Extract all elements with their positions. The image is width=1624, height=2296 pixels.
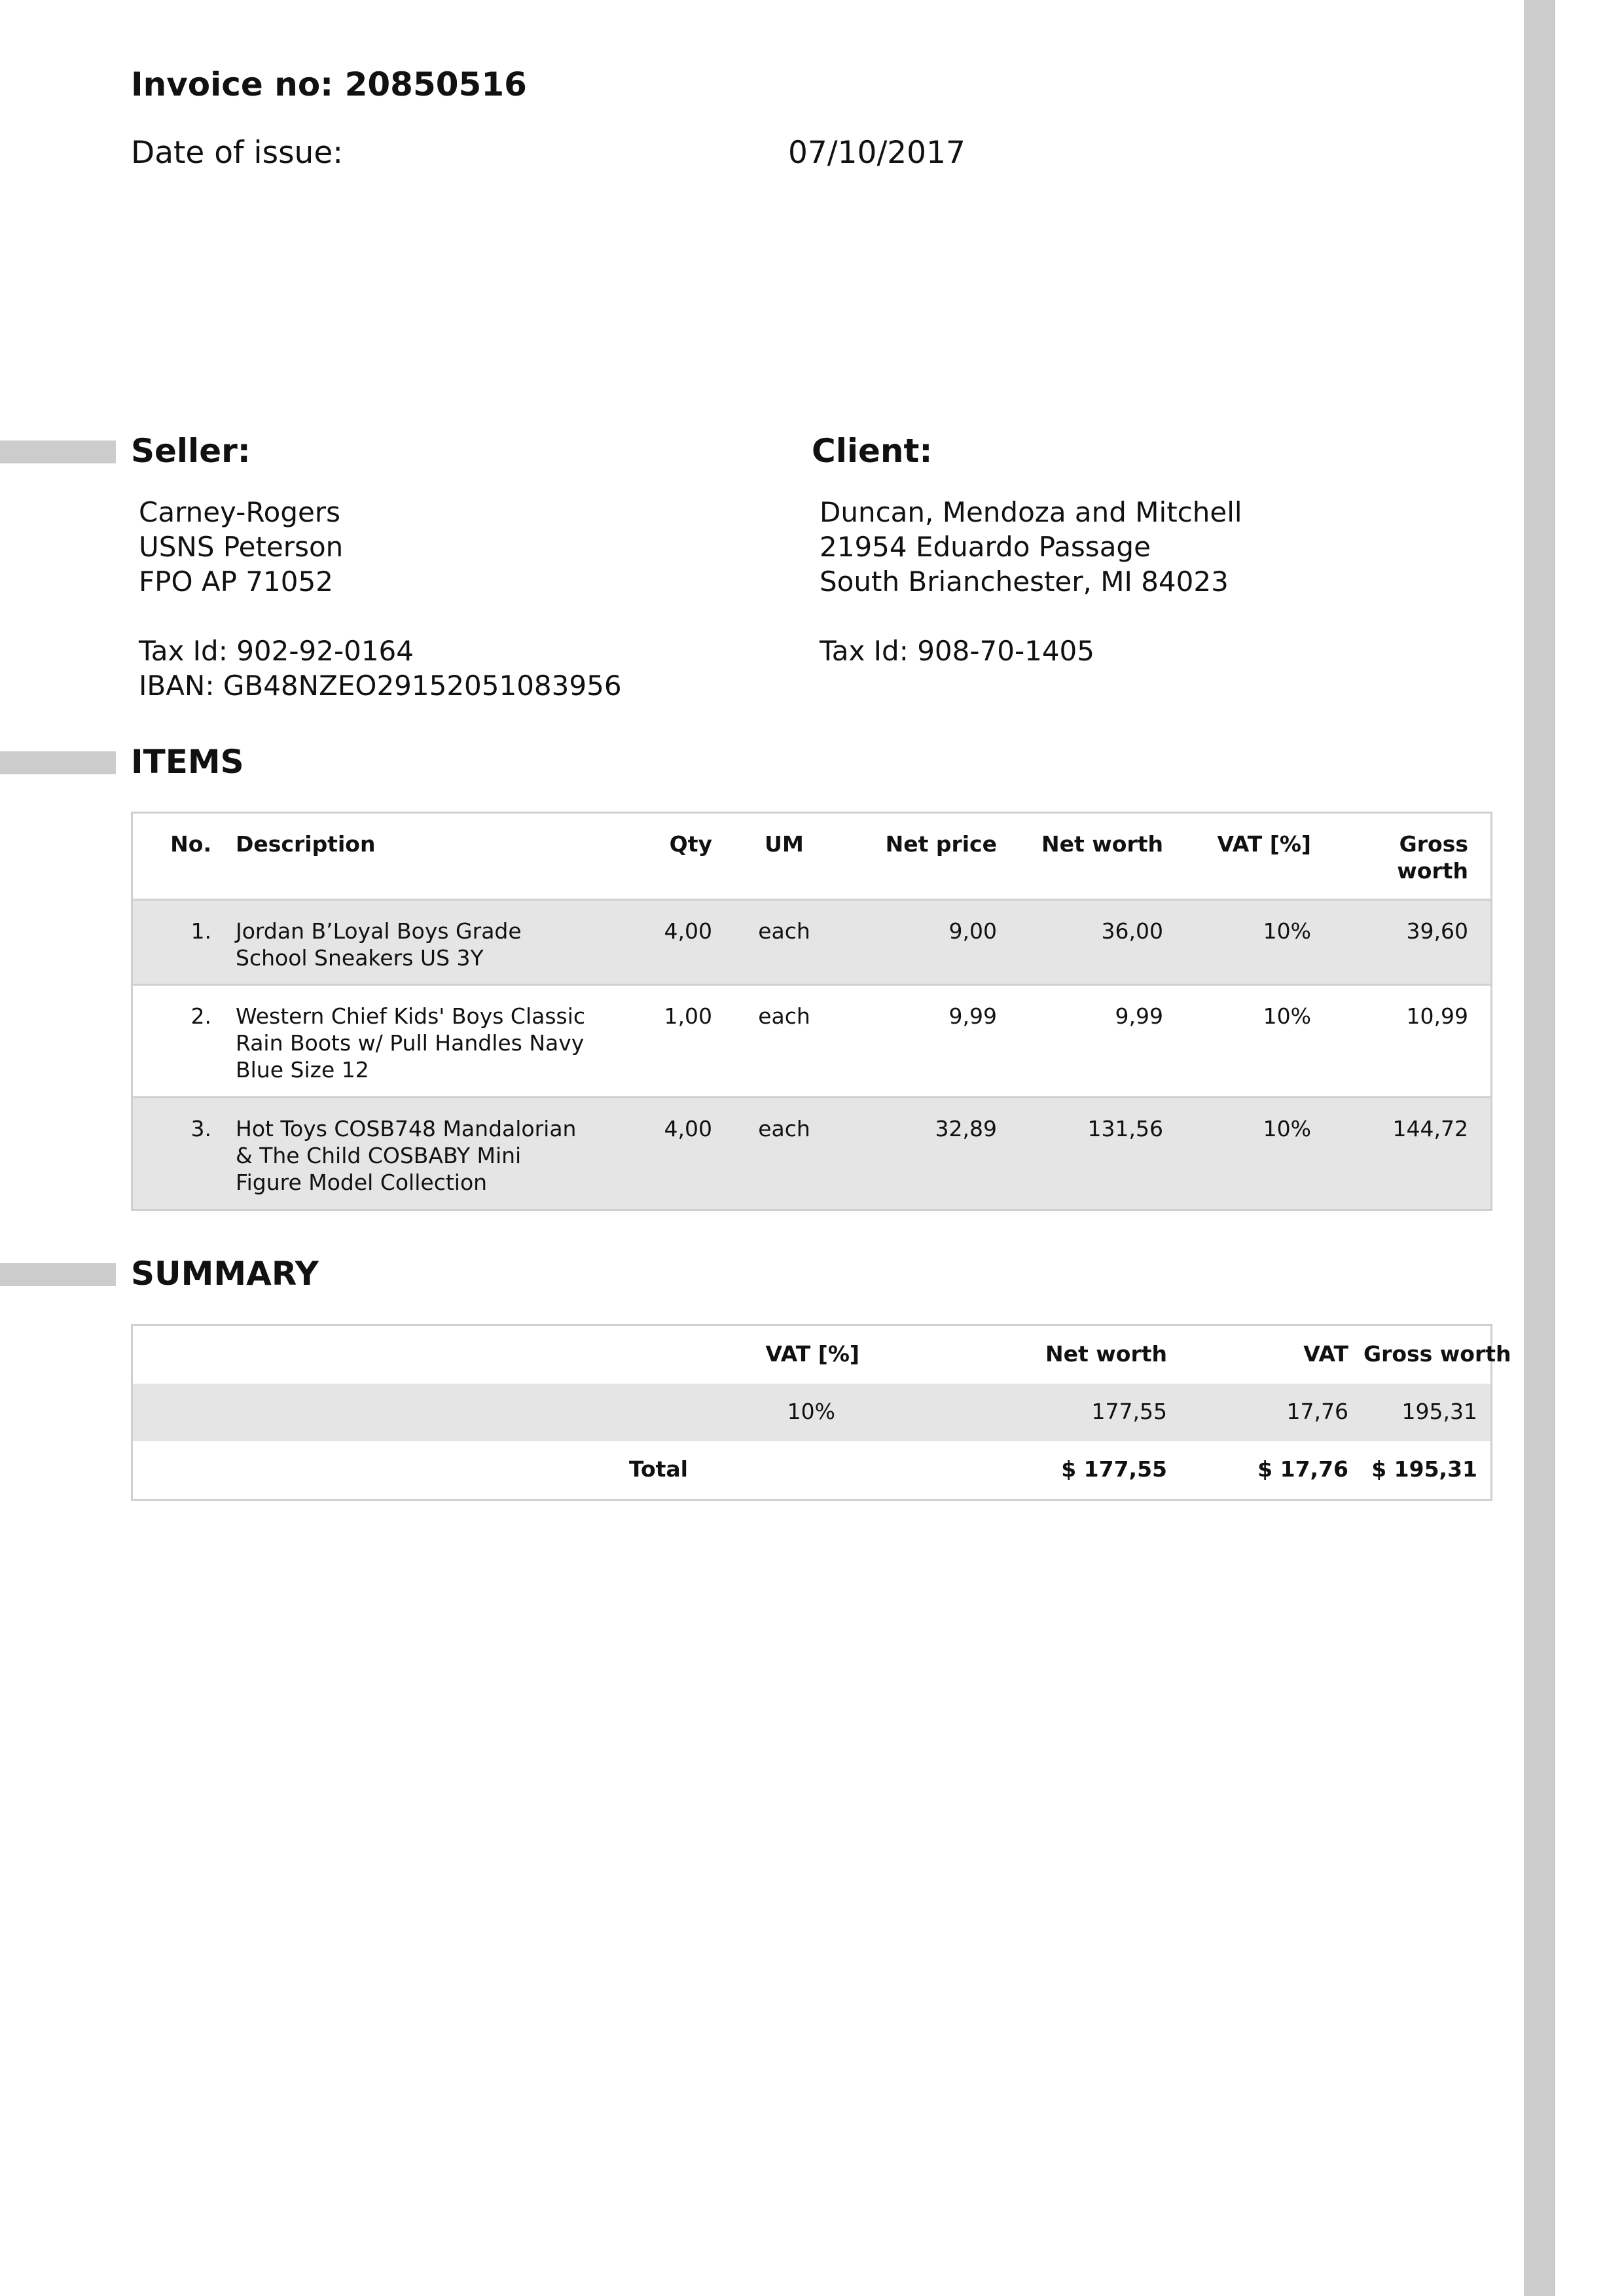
table-row [133, 899, 1490, 984]
col-description-header: Description [236, 831, 376, 857]
items-table [131, 812, 1492, 1211]
item-description [236, 1115, 615, 1196]
summary-gross-worth: 195,31 [1401, 1399, 1477, 1424]
item-net-worth: 131,56 [1087, 1116, 1163, 1141]
item-no: 3. [190, 1116, 211, 1141]
summary-vat: 17,76 [1286, 1399, 1348, 1424]
item-description [236, 1003, 615, 1083]
seller-iban: IBAN: GB48NZEO29152051083956 [139, 670, 622, 702]
item-description-line: Jordan B’Loyal Boys Grade [236, 918, 522, 944]
item-net-worth: 36,00 [1101, 918, 1163, 944]
item-gross-worth: 144,72 [1392, 1116, 1468, 1141]
seller-name: Carney-Rogers [139, 496, 340, 528]
gross-header-line-1: Gross [1399, 831, 1468, 857]
item-qty: 1,00 [664, 1003, 712, 1029]
right-edge-bar [1524, 0, 1555, 2296]
col-um-header: UM [765, 831, 804, 857]
gross-header-line-2: worth [1397, 858, 1468, 884]
summary-net-worth-header: Net worth [1045, 1341, 1167, 1367]
summary-gross-worth-header: Gross worth [1363, 1341, 1511, 1367]
summary-vat-rate: 10% [787, 1399, 835, 1424]
item-description-line: School Sneakers US 3Y [236, 945, 484, 971]
item-description-line: Blue Size 12 [236, 1057, 369, 1083]
client-tax-id: Tax Id: 908-70-1405 [820, 635, 1094, 667]
issue-date-value: 07/10/2017 [788, 135, 965, 171]
seller-address-line-1: USNS Peterson [139, 531, 344, 563]
client-heading: Client: [812, 432, 933, 470]
item-um: each [758, 1003, 810, 1029]
item-net-price: 9,00 [948, 918, 997, 944]
item-vat: 10% [1263, 1116, 1311, 1141]
items-header-row [133, 814, 1490, 899]
items-section-marker [0, 751, 116, 774]
col-no-header: No. [170, 831, 211, 857]
item-um: each [758, 1116, 810, 1141]
item-net-worth: 9,99 [1115, 1003, 1163, 1029]
item-qty: 4,00 [664, 1116, 712, 1141]
col-vat-header: VAT [%] [1217, 831, 1311, 857]
item-gross-worth: 10,99 [1406, 1003, 1468, 1029]
summary-heading: SUMMARY [131, 1255, 319, 1293]
col-gross-worth-header [1331, 831, 1468, 884]
table-row [133, 1096, 1490, 1209]
item-qty: 4,00 [664, 918, 712, 944]
item-net-price: 32,89 [935, 1116, 997, 1141]
client-address-line-1: 21954 Eduardo Passage [820, 531, 1151, 563]
summary-table [131, 1324, 1511, 1501]
client-details [820, 495, 1242, 668]
seller-address-line-2: FPO AP 71052 [139, 565, 333, 598]
item-description [236, 918, 615, 971]
summary-net-worth: 177,55 [1091, 1399, 1167, 1424]
summary-total-net-worth: $ 177,55 [1061, 1456, 1167, 1482]
item-no: 1. [190, 918, 211, 944]
client-name: Duncan, Mendoza and Mitchell [820, 496, 1242, 528]
item-net-price: 9,99 [948, 1003, 997, 1029]
item-description-line: Rain Boots w/ Pull Handles Navy [236, 1030, 585, 1056]
summary-vat-header: VAT [1303, 1341, 1348, 1367]
summary-data-row [133, 1384, 1490, 1441]
item-description-line: Hot Toys COSB748 Mandalorian [236, 1116, 577, 1141]
item-description-line: & The Child COSBABY Mini [236, 1143, 522, 1168]
seller-tax-id: Tax Id: 902-92-0164 [139, 635, 414, 667]
invoice-title: Invoice no: 20850516 [131, 65, 527, 103]
item-gross-worth: 39,60 [1406, 918, 1468, 944]
item-vat: 10% [1263, 1003, 1311, 1029]
summary-total-gross-worth: $ 195,31 [1371, 1456, 1477, 1482]
summary-total-vat: $ 17,76 [1257, 1456, 1348, 1482]
col-qty-header: Qty [669, 831, 712, 857]
seller-heading: Seller: [131, 432, 251, 470]
table-row [133, 984, 1490, 1096]
summary-header-row [133, 1326, 1511, 1384]
summary-vat-rate-header: VAT [%] [765, 1341, 859, 1367]
summary-total-label: Total [628, 1456, 688, 1482]
items-heading: ITEMS [131, 743, 244, 781]
summary-total-row [133, 1441, 1490, 1499]
item-no: 2. [190, 1003, 211, 1029]
col-net-price-header: Net price [885, 831, 997, 857]
summary-section-marker [0, 1263, 116, 1286]
seller-details [139, 495, 622, 703]
seller-section-marker [0, 440, 116, 463]
item-description-line: Western Chief Kids' Boys Classic [236, 1003, 586, 1029]
issue-date-label: Date of issue: [131, 135, 344, 171]
item-description-line: Figure Model Collection [236, 1170, 488, 1195]
item-um: each [758, 918, 810, 944]
client-address-line-2: South Brianchester, MI 84023 [820, 565, 1229, 598]
col-net-worth-header: Net worth [1041, 831, 1163, 857]
item-vat: 10% [1263, 918, 1311, 944]
